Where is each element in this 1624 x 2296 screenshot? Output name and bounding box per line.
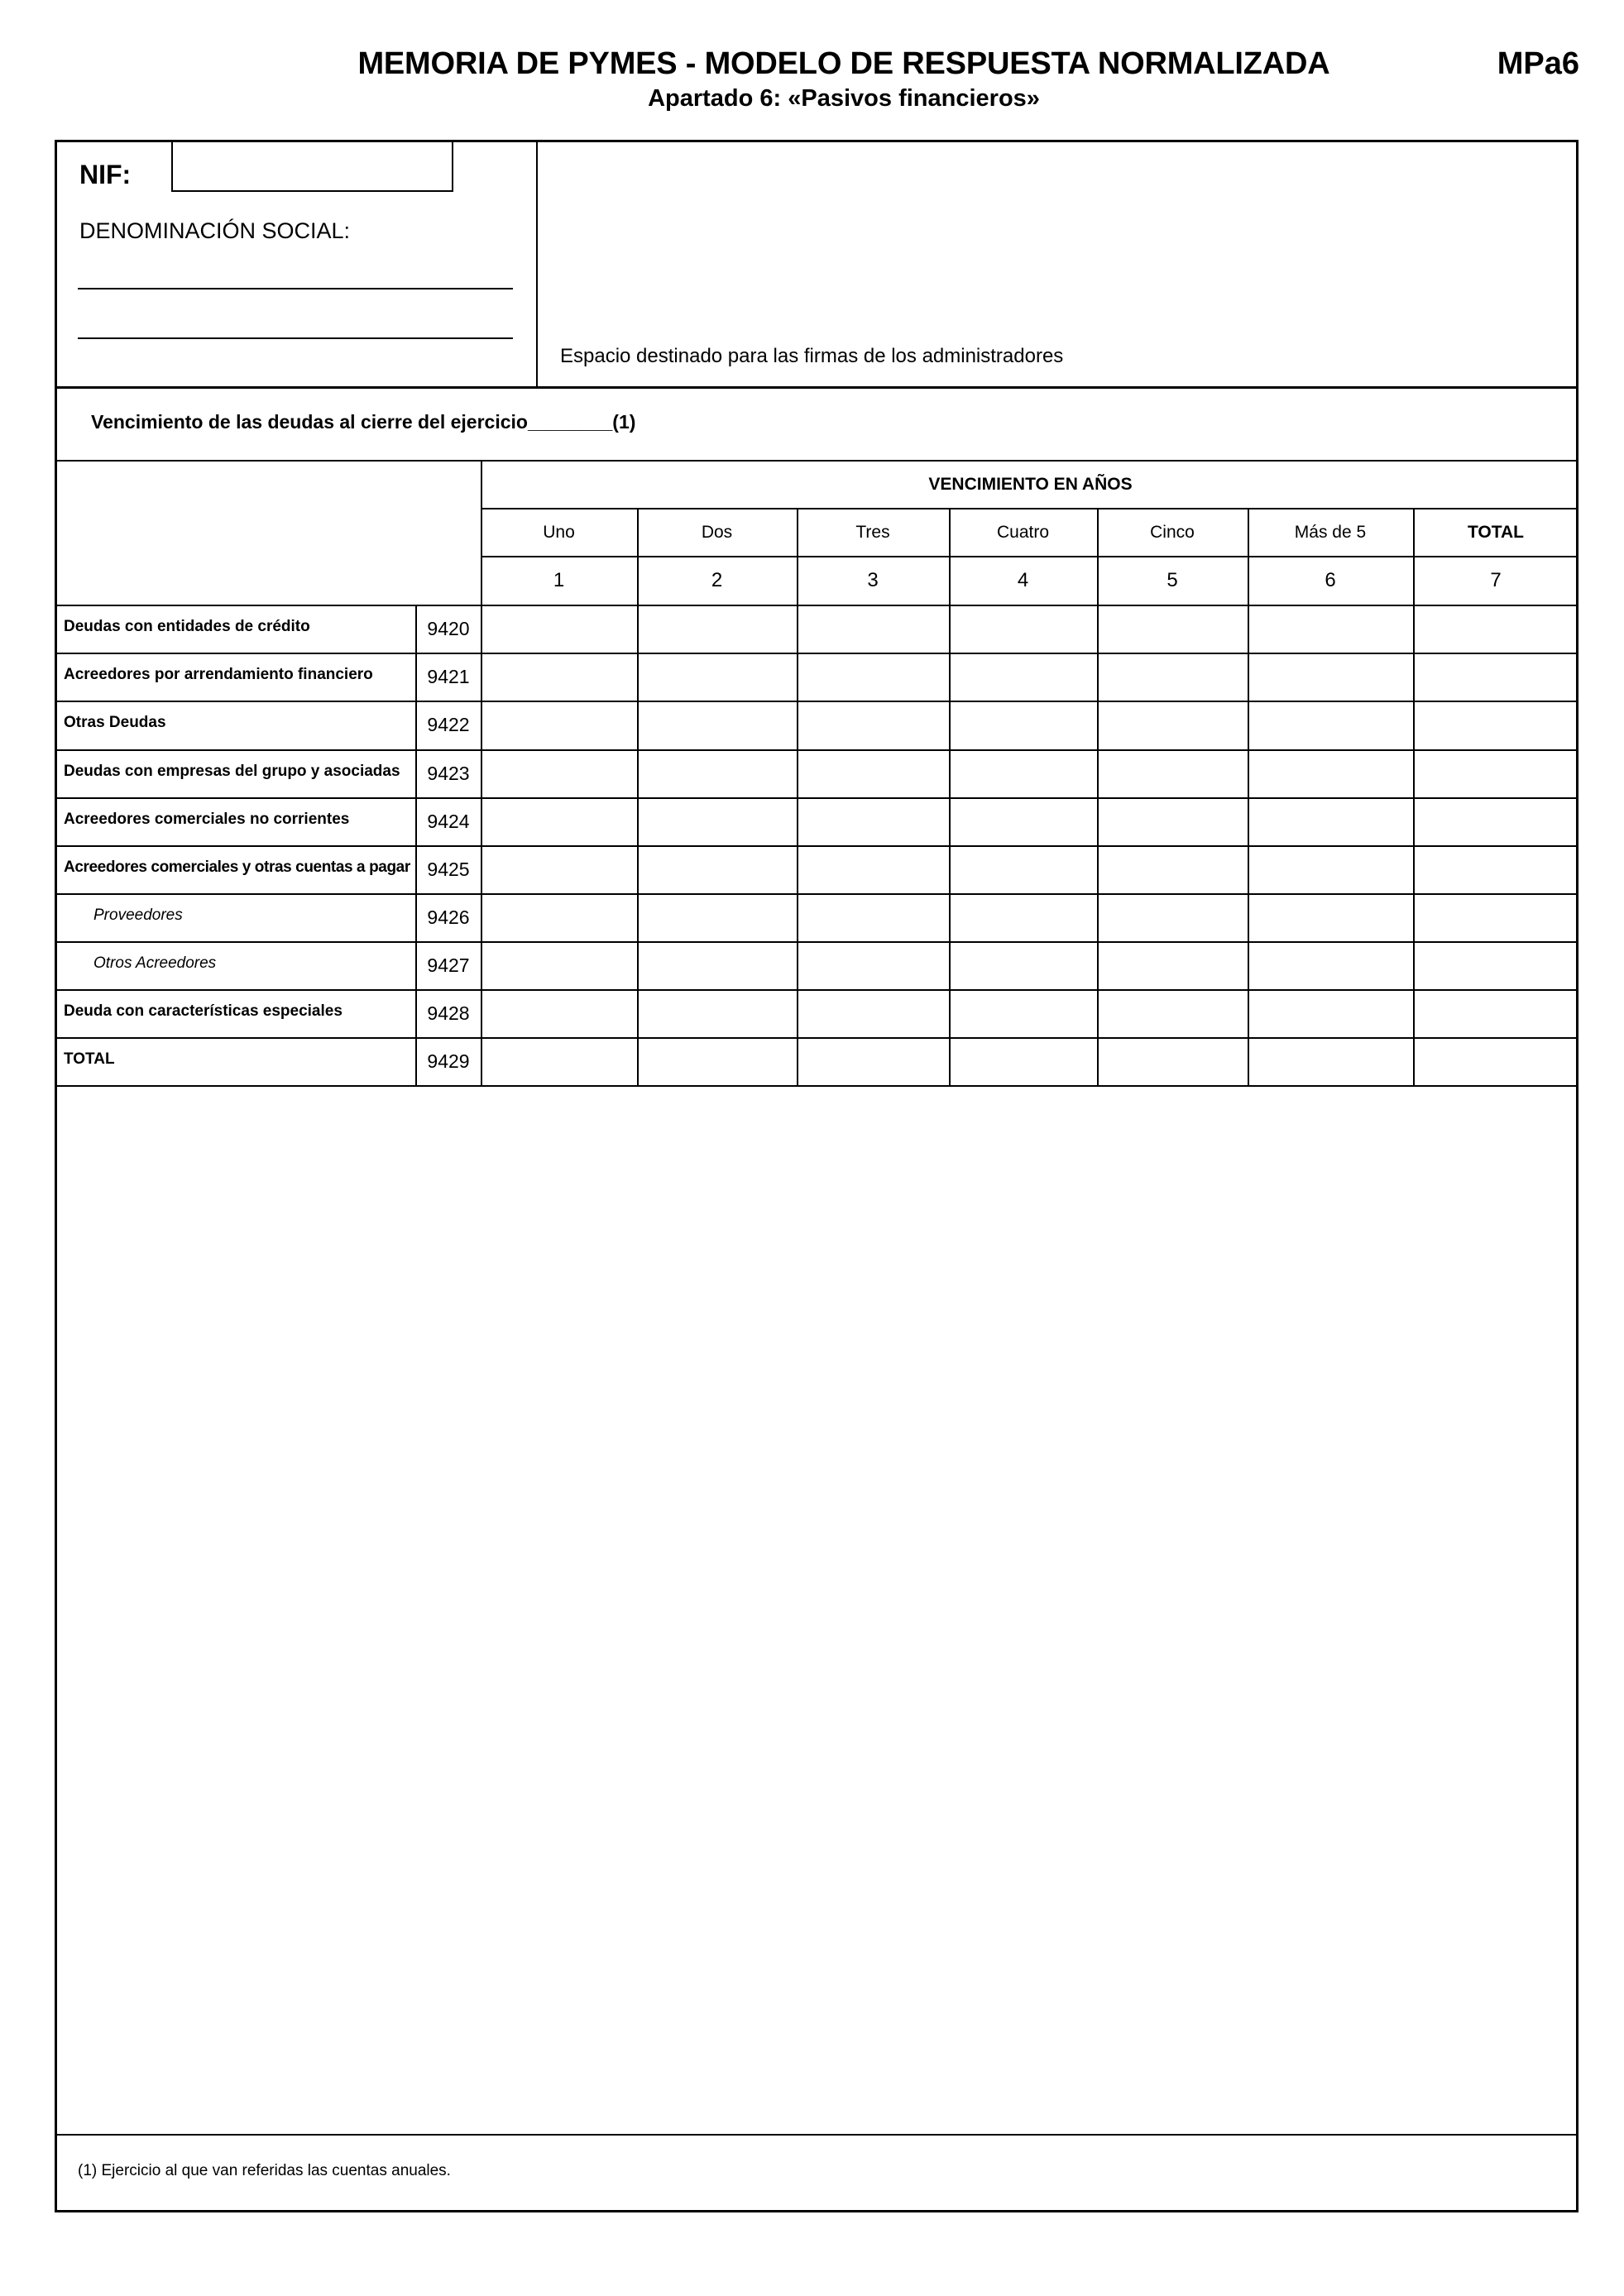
row-label: Otras Deudas (64, 714, 166, 731)
table-cell-input[interactable] (1415, 895, 1578, 941)
row-label: Deudas con empresas del grupo y asociadas (64, 763, 400, 780)
table-cell-input[interactable] (482, 702, 637, 749)
table-cell-input[interactable] (1415, 943, 1578, 989)
table-cell-input[interactable] (482, 606, 637, 653)
table-cell-input[interactable] (1099, 654, 1248, 701)
table-cell-input[interactable] (951, 654, 1097, 701)
page-subtitle: Apartado 6: «Pasivos financieros» (648, 85, 1040, 112)
table-cell-input[interactable] (1249, 799, 1413, 845)
table-cell-input[interactable] (1249, 702, 1413, 749)
table-cell-input[interactable] (951, 991, 1097, 1037)
section-divider (55, 386, 1578, 389)
table-cell-input[interactable] (1249, 943, 1413, 989)
table-cell-input[interactable] (482, 1039, 637, 1085)
table-cell-input[interactable] (951, 751, 1097, 797)
row-label: TOTAL (64, 1050, 115, 1068)
row-code: 9429 (427, 1050, 470, 1072)
footnote: (1) Ejercicio al que van referidas las cuentas anuales. (78, 2162, 451, 2179)
row-label: Deuda con características especiales (64, 1002, 343, 1020)
table-cell-input[interactable] (951, 943, 1097, 989)
form-code: MPa6 (1497, 46, 1579, 81)
table-cell-input[interactable] (951, 847, 1097, 893)
table-cell-input[interactable] (798, 654, 949, 701)
table-cell-input[interactable] (798, 1039, 949, 1085)
table-top-border (55, 460, 1578, 462)
table-cell-input[interactable] (798, 606, 949, 653)
table-cell-input[interactable] (951, 799, 1097, 845)
table-cell-input[interactable] (951, 895, 1097, 941)
column-number: 3 (867, 569, 879, 591)
table-cell-input[interactable] (482, 799, 637, 845)
row-code: 9426 (427, 906, 470, 928)
column-number: 7 (1490, 569, 1502, 591)
row-code: 9422 (427, 714, 470, 735)
denomination-line-2[interactable] (78, 337, 513, 339)
table-cell-input[interactable] (482, 895, 637, 941)
table-cell-input[interactable] (1099, 702, 1248, 749)
column-number: 1 (553, 569, 565, 591)
table-cell-input[interactable] (1249, 895, 1413, 941)
table-cell-input[interactable] (639, 799, 797, 845)
row-code: 9420 (427, 618, 470, 639)
row-label: Acreedores comerciales y otras cuentas a pagar (64, 859, 410, 876)
denomination-label: DENOMINACIÓN SOCIAL: (79, 218, 351, 243)
table-cell-input[interactable] (1099, 799, 1248, 845)
table-cell-input[interactable] (639, 991, 797, 1037)
row-label: Proveedores (93, 906, 183, 924)
table-cell-input[interactable] (639, 847, 797, 893)
column-header-label: Cuatro (996, 523, 1050, 542)
footnote-divider (55, 2134, 1578, 2136)
column-header-label: TOTAL (1467, 523, 1525, 542)
table-bottom-line (55, 1085, 1578, 1087)
id-block-divider (536, 140, 538, 388)
table-cell-input[interactable] (482, 751, 637, 797)
table-cell-input[interactable] (951, 1039, 1097, 1085)
column-header-label: Uno (543, 523, 575, 542)
table-cell-input[interactable] (482, 991, 637, 1037)
table-cell-input[interactable] (798, 943, 949, 989)
column-header-label: Dos (701, 523, 733, 542)
form-frame (55, 140, 1578, 2212)
table-cell-input[interactable] (639, 1039, 797, 1085)
column-number: 5 (1167, 569, 1178, 591)
table-cell-input[interactable] (639, 606, 797, 653)
table-cell-input[interactable] (1099, 751, 1248, 797)
column-header-label: Tres (855, 523, 890, 542)
row-label: Acreedores por arrendamiento financiero (64, 666, 373, 683)
table-cell-input[interactable] (639, 943, 797, 989)
table-cell-input[interactable] (1415, 654, 1578, 701)
row-code: 9423 (427, 763, 470, 784)
code-column-divider (415, 605, 417, 1085)
table-cell-input[interactable] (1099, 895, 1248, 941)
row-code: 9425 (427, 859, 470, 880)
section-title: Vencimiento de las deudas al cierre del ejercicio________(1) (91, 411, 636, 433)
row-label: Otros Acreedores (93, 954, 217, 972)
column-header-label: Más de 5 (1294, 523, 1367, 542)
table-cell-input[interactable] (798, 702, 949, 749)
row-code: 9427 (427, 954, 470, 976)
row-label: Acreedores comerciales no corrientes (64, 811, 350, 828)
table-cell-input[interactable] (1249, 751, 1413, 797)
table-cell-input[interactable] (482, 654, 637, 701)
nif-label: NIF: (79, 160, 132, 189)
column-number: 6 (1325, 569, 1336, 591)
table-cell-input[interactable] (639, 751, 797, 797)
column-header-label: Cinco (1150, 523, 1195, 542)
table-cell-input[interactable] (1415, 799, 1578, 845)
table-cell-input[interactable] (1415, 991, 1578, 1037)
row-code: 9424 (427, 811, 470, 832)
table-cell-input[interactable] (1415, 847, 1578, 893)
table-cell-input[interactable] (1099, 1039, 1248, 1085)
row-code: 9428 (427, 1002, 470, 1024)
table-cell-input[interactable] (1415, 1039, 1578, 1085)
table-cell-input[interactable] (1415, 751, 1578, 797)
table-cell-input[interactable] (1249, 991, 1413, 1037)
column-number: 2 (711, 569, 723, 591)
table-cell-input[interactable] (482, 943, 637, 989)
table-cell-input[interactable] (1249, 606, 1413, 653)
table-cell-input[interactable] (482, 847, 637, 893)
table-cell-input[interactable] (798, 991, 949, 1037)
denomination-line-1[interactable] (78, 288, 513, 289)
table-cell-input[interactable] (1249, 1039, 1413, 1085)
table-cell-input[interactable] (1099, 943, 1248, 989)
table-cell-input[interactable] (798, 751, 949, 797)
table-cell-input[interactable] (798, 847, 949, 893)
table-cell-input[interactable] (1249, 847, 1413, 893)
row-code: 9421 (427, 666, 470, 687)
page-title: MEMORIA DE PYMES - MODELO DE RESPUESTA NORMALIZADA (357, 46, 1330, 81)
table-cell-input[interactable] (1099, 606, 1248, 653)
table-cell-input[interactable] (1415, 702, 1578, 749)
column-number: 4 (1017, 569, 1029, 591)
table-cell-input[interactable] (1099, 991, 1248, 1037)
group-header: VENCIMIENTO EN AÑOS (928, 475, 1133, 494)
table-cell-input[interactable] (1415, 606, 1578, 653)
table-cell-input[interactable] (1249, 654, 1413, 701)
table-cell-input[interactable] (639, 654, 797, 701)
table-cell-input[interactable] (798, 895, 949, 941)
signature-note: Espacio destinado para las firmas de los administradores (560, 345, 1064, 367)
row-label: Deudas con entidades de crédito (64, 618, 310, 635)
table-cell-input[interactable] (1099, 847, 1248, 893)
nif-input[interactable] (171, 140, 453, 192)
table-cell-input[interactable] (639, 702, 797, 749)
table-cell-input[interactable] (798, 799, 949, 845)
table-cell-input[interactable] (951, 606, 1097, 653)
table-cell-input[interactable] (639, 895, 797, 941)
table-cell-input[interactable] (951, 702, 1097, 749)
